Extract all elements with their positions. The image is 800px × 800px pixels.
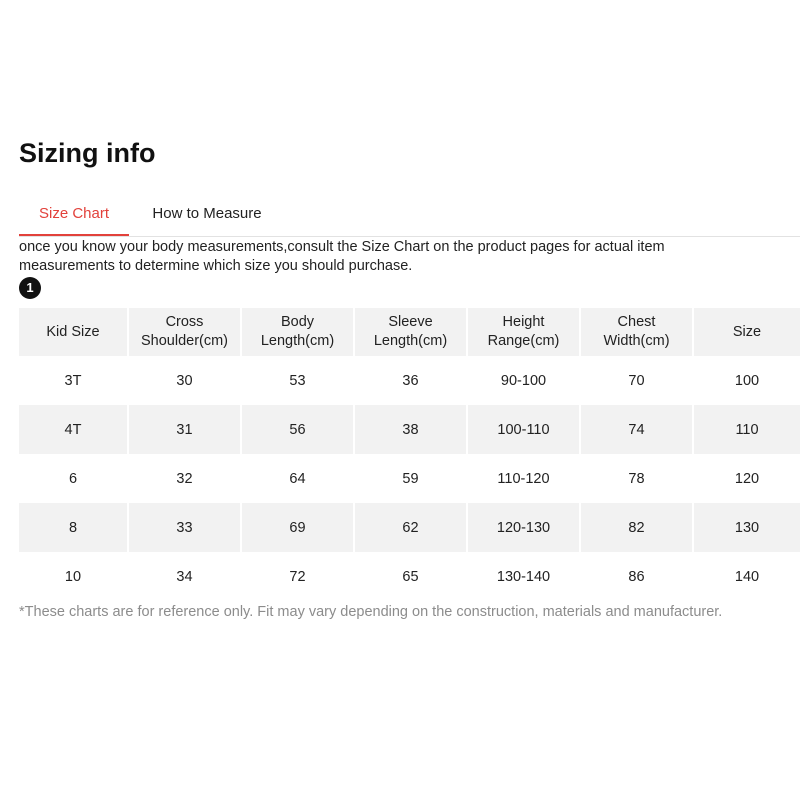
cell-kid-size: 4T: [19, 405, 129, 454]
step-marker-badge: 1: [19, 277, 41, 299]
cell-chest-width: 86: [581, 552, 694, 601]
intro-line-2: measurements to determine which size you should purchase.: [19, 258, 413, 274]
cell-height-range: 110-120: [468, 454, 581, 503]
cell-chest-width: 82: [581, 503, 694, 552]
cell-sleeve-length: 38: [355, 405, 468, 454]
cell-body-length: 53: [242, 356, 355, 405]
cell-chest-width: 70: [581, 356, 694, 405]
table-row: [19, 503, 800, 552]
cell-height-range: 100-110: [468, 405, 581, 454]
intro-line-1: once you know your body measurements,consult the Size Chart on the product pages for actual item: [19, 239, 665, 255]
table-row: [19, 405, 800, 454]
cell-cross-shoulder: 34: [129, 552, 242, 601]
column-header-cross-shoulder: Cross Shoulder(cm): [129, 308, 242, 356]
cell-size: 110: [694, 405, 800, 454]
intro-text: [19, 238, 800, 276]
cell-body-length: 69: [242, 503, 355, 552]
table-row: [19, 356, 800, 405]
cell-cross-shoulder: 32: [129, 454, 242, 503]
cell-sleeve-length: 65: [355, 552, 468, 601]
column-header-chest-width: Chest Width(cm): [581, 308, 694, 356]
tab-size-chart[interactable]: Size Chart: [19, 200, 129, 236]
tab-how-to-measure[interactable]: How to Measure: [152, 205, 262, 222]
table-header-row: [19, 308, 800, 356]
cell-size: 140: [734, 568, 760, 585]
table-row: [19, 454, 800, 503]
cell-height-range: 130-140: [468, 552, 581, 601]
cell-sleeve-length: 62: [355, 503, 468, 552]
tab-bar: [19, 200, 800, 237]
cell-chest-width: 78: [581, 454, 694, 503]
cell-size: 130: [694, 503, 800, 552]
size-chart-table: [19, 308, 800, 601]
cell-kid-size: 10: [19, 552, 129, 601]
page-title: Sizing info: [19, 138, 156, 168]
cell-cross-shoulder: 31: [129, 405, 242, 454]
cell-size: 120: [734, 470, 760, 487]
cell-sleeve-length: 36: [355, 356, 468, 405]
cell-body-length: 64: [242, 454, 355, 503]
column-header-size: Size: [694, 308, 800, 356]
cell-kid-size: 6: [19, 454, 129, 503]
cell-size: 100: [734, 372, 760, 389]
table-row: [19, 552, 800, 601]
cell-height-range: 90-100: [468, 356, 581, 405]
reference-disclaimer: *These charts are for reference only. Fit may vary depending on the construction, materials and manufacturer.: [19, 604, 723, 620]
column-header-sleeve-length: Sleeve Length(cm): [355, 308, 468, 356]
cell-kid-size: 8: [19, 503, 129, 552]
cell-height-range: 120-130: [468, 503, 581, 552]
cell-cross-shoulder: 33: [129, 503, 242, 552]
column-header-kid-size: Kid Size: [19, 308, 129, 356]
cell-chest-width: 74: [581, 405, 694, 454]
cell-body-length: 56: [242, 405, 355, 454]
column-header-body-length: Body Length(cm): [242, 308, 355, 356]
cell-sleeve-length: 59: [355, 454, 468, 503]
cell-kid-size: 3T: [19, 356, 129, 405]
cell-cross-shoulder: 30: [129, 356, 242, 405]
cell-body-length: 72: [242, 552, 355, 601]
column-header-height-range: Height Range(cm): [468, 308, 581, 356]
